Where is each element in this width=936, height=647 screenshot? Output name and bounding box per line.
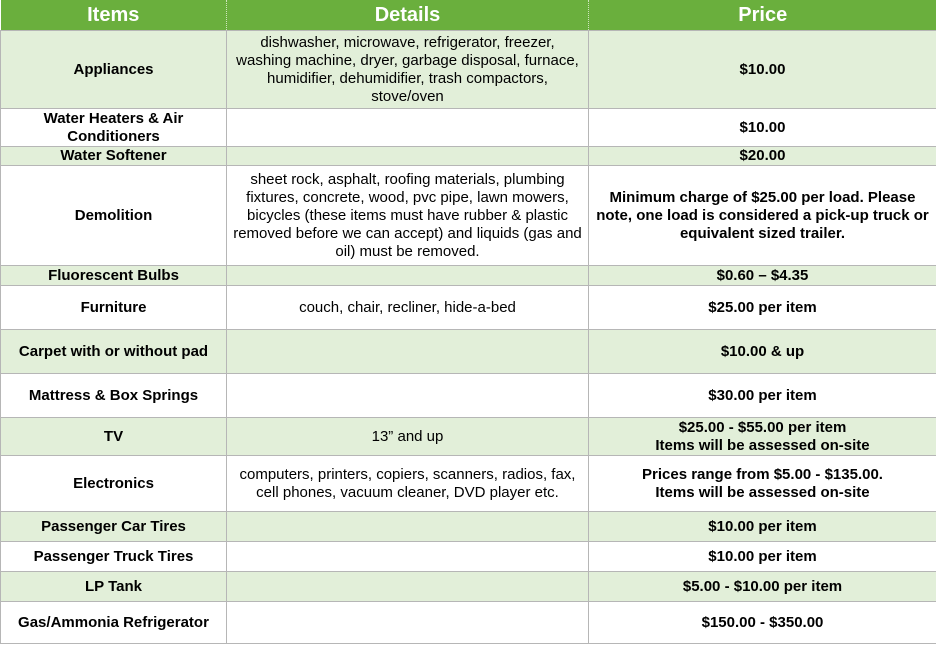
details-cell bbox=[227, 266, 589, 286]
price-main: $25.00 - $55.00 per item bbox=[678, 418, 847, 436]
table-row bbox=[1, 512, 936, 542]
price-cell: $25.00 per item bbox=[589, 286, 936, 330]
details-cell bbox=[227, 542, 589, 572]
price-cell: $10.00 per item bbox=[589, 512, 936, 542]
table-row bbox=[1, 31, 936, 109]
item-cell: Carpet with or without pad bbox=[1, 330, 227, 374]
price-cell: Minimum charge of $25.00 per load. Please note, one load is considered a pick-up truck or equivalent sized trailer. bbox=[589, 166, 936, 266]
price-cell: $10.00 bbox=[589, 31, 936, 109]
table-row bbox=[1, 286, 936, 330]
details-cell bbox=[227, 512, 589, 542]
table-row bbox=[1, 374, 936, 418]
table-row bbox=[1, 542, 936, 572]
price-cell: $10.00 per item bbox=[589, 542, 936, 572]
price-cell: $10.00 & up bbox=[589, 330, 936, 374]
price-cell: $10.00 bbox=[589, 109, 936, 147]
price-note: Items will be assessed on-site bbox=[655, 483, 870, 501]
price-note: Items will be assessed on-site bbox=[655, 436, 870, 454]
table-row bbox=[1, 572, 936, 602]
price-cell bbox=[589, 456, 936, 512]
header-items: Items bbox=[1, 0, 227, 31]
price-cell: $0.60 – $4.35 bbox=[589, 266, 936, 286]
details-cell bbox=[227, 147, 589, 166]
price-cell: $30.00 per item bbox=[589, 374, 936, 418]
details-cell: couch, chair, recliner, hide-a-bed bbox=[227, 286, 589, 330]
item-cell: LP Tank bbox=[1, 572, 227, 602]
details-cell bbox=[227, 374, 589, 418]
details-cell: dishwasher, microwave, refrigerator, freezer, washing machine, dryer, garbage disposal, furnace, humidifier, dehumidifier, trash compactors, stove/oven bbox=[227, 31, 589, 109]
details-cell: computers, printers, copiers, scanners, radios, fax, cell phones, vacuum cleaner, DVD player etc. bbox=[227, 456, 589, 512]
table-row bbox=[1, 109, 936, 147]
table-row bbox=[1, 456, 936, 512]
item-cell: Electronics bbox=[1, 456, 227, 512]
table-row bbox=[1, 330, 936, 374]
table-row bbox=[1, 266, 936, 286]
header-details: Details bbox=[227, 0, 589, 31]
item-cell: Water Heaters & Air Conditioners bbox=[1, 109, 227, 147]
item-cell: Furniture bbox=[1, 286, 227, 330]
details-cell bbox=[227, 602, 589, 644]
details-cell: sheet rock, asphalt, roofing materials, plumbing fixtures, concrete, wood, pvc pipe, lawn mowers, bicycles (these items must have rubber & plastic removed before we can accept) and liquids (gas and oil) must be removed. bbox=[227, 166, 589, 266]
price-main: Prices range from $5.00 - $135.00. bbox=[642, 465, 883, 483]
table-row bbox=[1, 166, 936, 266]
price-cell: $5.00 - $10.00 per item bbox=[589, 572, 936, 602]
item-cell: Water Softener bbox=[1, 147, 227, 166]
details-cell bbox=[227, 572, 589, 602]
price-cell: $150.00 - $350.00 bbox=[589, 602, 936, 644]
header-row bbox=[1, 0, 936, 31]
table-row bbox=[1, 147, 936, 166]
item-cell: Demolition bbox=[1, 166, 227, 266]
details-cell bbox=[227, 109, 589, 147]
details-cell: 13” and up bbox=[227, 418, 589, 456]
item-cell: Mattress & Box Springs bbox=[1, 374, 227, 418]
header-price: Price bbox=[589, 0, 936, 31]
item-cell: Passenger Truck Tires bbox=[1, 542, 227, 572]
item-cell: Fluorescent Bulbs bbox=[1, 266, 227, 286]
item-cell: Gas/Ammonia Refrigerator bbox=[1, 602, 227, 644]
table-row bbox=[1, 602, 936, 644]
item-cell: Passenger Car Tires bbox=[1, 512, 227, 542]
details-cell bbox=[227, 330, 589, 374]
price-cell: $20.00 bbox=[589, 147, 936, 166]
price-cell bbox=[589, 418, 936, 456]
table-row bbox=[1, 418, 936, 456]
item-cell: Appliances bbox=[1, 31, 227, 109]
item-cell: TV bbox=[1, 418, 227, 456]
